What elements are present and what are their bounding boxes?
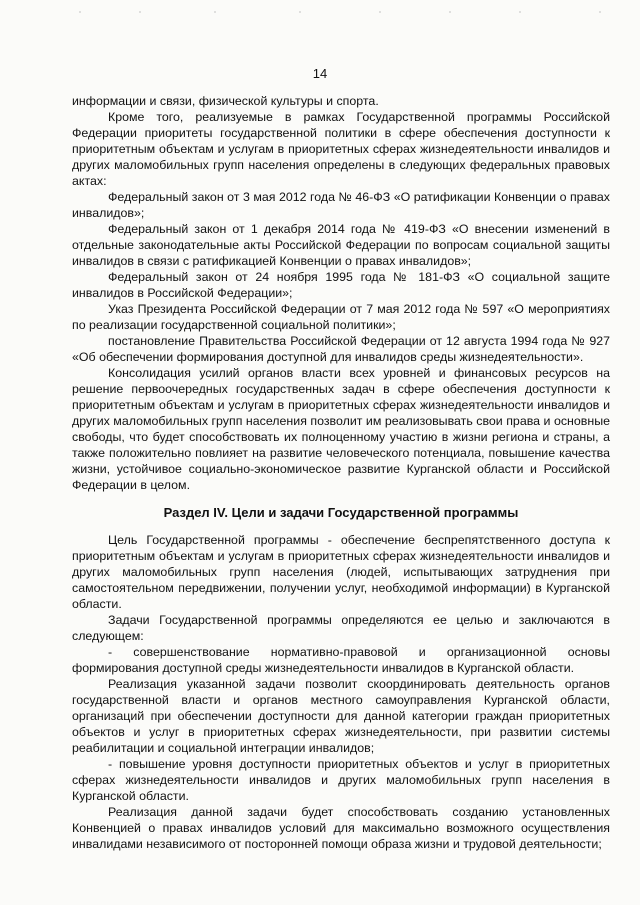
paragraph: Реализация указанной задачи позволит скоординировать деятельность органов государственной власти и органов местного самоуправления Курганской области, организаций при обеспечении доступности для данной категории граждан приоритетных объектов и услуг в приоритетных сферах жизнедеятельности, при развитии системы реабилитации и социальной интеграции инвалидов;: [72, 677, 610, 755]
section-heading: Раздел IV. Цели и задачи Государственной программы: [163, 505, 519, 520]
scan-artifact-dots: [0, 10, 640, 14]
paragraph: Задачи Государственной программы определяются ее целью и заключаются в следующем:: [72, 613, 610, 643]
paragraph: постановление Правительства Российской Федерации от 12 августа 1994 года № 927 «Об обеспечении формирования доступной для инвалидов среды жизнедеятельности».: [72, 334, 610, 364]
paragraph: Реализация данной задачи будет способствовать созданию установленных Конвенцией о правах инвалидов условий для максимально возможного осуществления инвалидами независимого от посторонней помощи образа жизни и трудовой деятельности;: [72, 805, 610, 851]
paragraph: Консолидация усилий органов власти всех уровней и финансовых ресурсов на решение первоочередных государственных задач в сфере обеспечения доступности к приоритетным объектам и услугам в приоритетных сферах жизнедеятельности инвалидов и других маломобильных групп населения позволит им реализовывать свои права и основные свободы, что будет способствовать их полноценному участию в жизни региона и страны, а также положительно повлияет на развитие человеческого потенциала, повышение качества жизни, устойчивое социально-экономическое развитие Курганской области и Российской Федерации в целом.: [72, 366, 610, 492]
paragraph: информации и связи, физической культуры и спорта.: [72, 94, 379, 108]
document-body: [72, 93, 610, 852]
page-number: 14: [312, 66, 328, 81]
paragraph: Указ Президента Российской Федерации от 7 мая 2012 года № 597 «О мероприятиях по реализации государственной социальной политики»;: [72, 302, 610, 332]
paragraph: Кроме того, реализуемые в рамках Государственной программы Российской Федерации приоритеты государственной политики в сфере обеспечения доступности к приоритетным объектам и услугам в приоритетных сферах жизнедеятельности инвалидов и других маломобильных групп населения определены в следующих федеральных правовых актах:: [72, 110, 610, 188]
paragraph: Федеральный закон от 24 ноября 1995 года № 181-ФЗ «О социальной защите инвалидов в Российской Федерации»;: [72, 270, 610, 300]
paragraph: - повышение уровня доступности приоритетных объектов и услуг в приоритетных сферах жизнедеятельности инвалидов и других маломобильных групп населения в Курганской области.: [72, 757, 610, 803]
paragraph: Федеральный закон от 1 декабря 2014 года № 419-ФЗ «О внесении изменений в отдельные законодательные акты Российской Федерации по вопросам социальной защиты инвалидов в связи с ратификацией Конвенции о правах инвалидов»;: [72, 222, 610, 268]
paragraph: - совершенствование нормативно-правовой и организационной основы формирования доступной среды жизнедеятельности инвалидов в Курганской области.: [72, 645, 610, 675]
paragraph: Цель Государственной программы - обеспечение беспрепятственного доступа к приоритетным объектам и услугам в приоритетных сферах жизнедеятельности инвалидов и других маломобильных групп населения (людей, испытывающих затруднения при самостоятельном передвижении, получении услуг, необходимой информации) в Курганской области.: [72, 533, 610, 611]
paragraph: Федеральный закон от 3 мая 2012 года № 46-ФЗ «О ратификации Конвенции о правах инвалидов»;: [72, 190, 610, 220]
